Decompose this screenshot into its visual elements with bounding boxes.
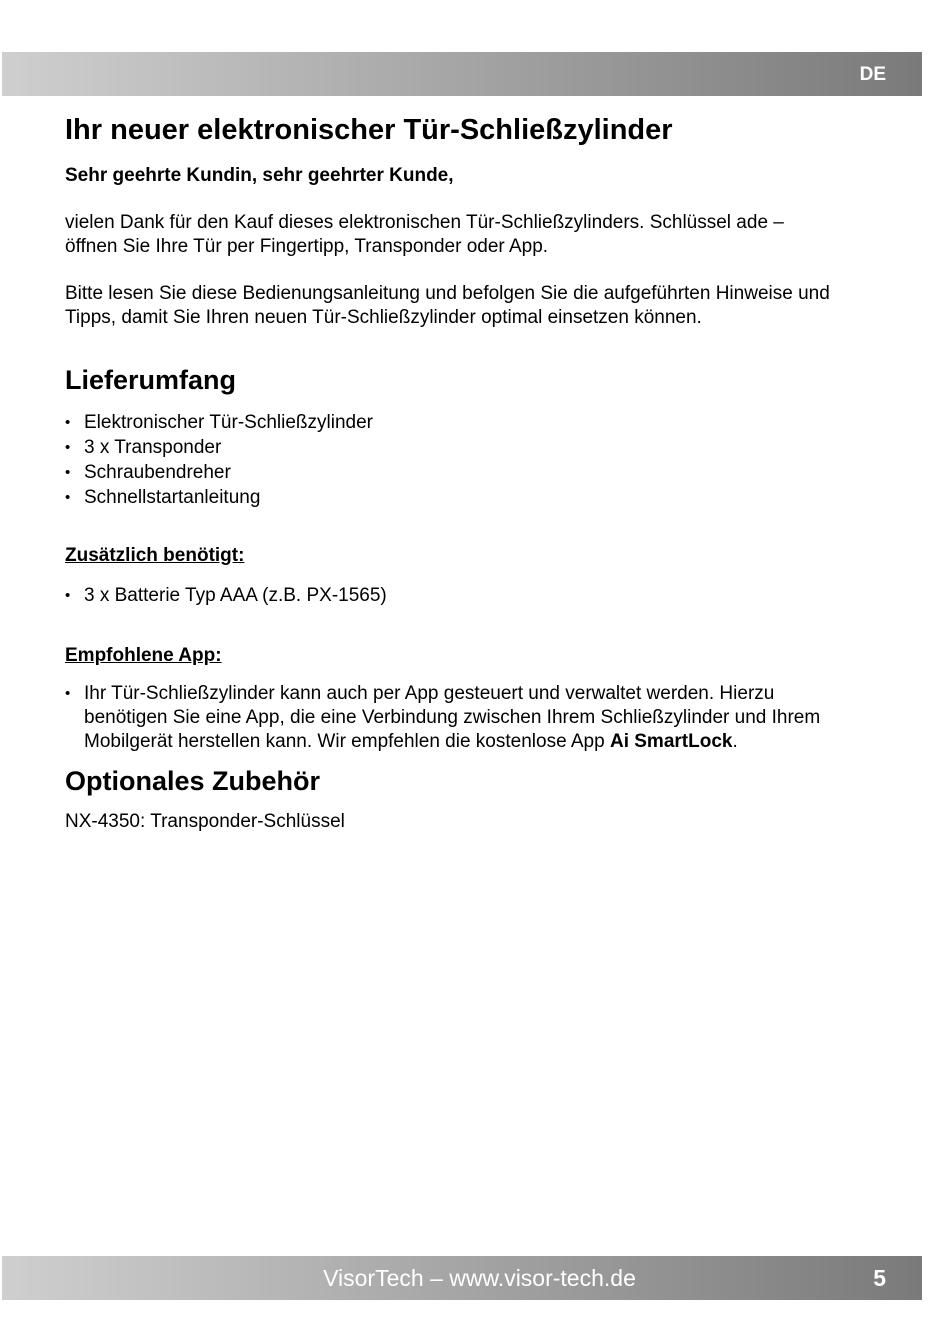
intro-paragraph-1-line-1: vielen Dank für den Kauf dieses elektronischen Tür-Schließzylinders. Schlüssel ade – [65,212,784,233]
greeting: Sehr geehrte Kundin, sehr geehrter Kunde, [65,165,454,186]
list-item: • Schnellstartanleitung [65,485,373,510]
list-item: • 3 x Transponder [65,435,373,460]
header-bar [2,52,922,96]
app-line-1: Ihr Tür-Schließzylinder kann auch per App gesteuert und verwaltet werden. Hierzu [84,683,775,704]
delivery-heading: Lieferumfang [65,365,237,395]
footer-brand: VisorTech – www.visor-tech.de [323,1265,636,1291]
app-recommendation [65,682,895,754]
app-name: Ai SmartLock [609,731,733,752]
required-heading: Zusätzlich benötigt: [65,545,245,566]
app-line-3: Mobilgerät herstellen kann. Wir empfehlen die kostenlose App [84,731,610,752]
optional-heading: Optionales Zubehör [65,766,321,796]
app-heading: Empfohlene App: [65,645,222,666]
intro-paragraph-2 [65,282,830,330]
intro-paragraph-1 [65,211,784,259]
list-item: • 3 x Batterie Typ AAA (z.B. PX-1565) [65,583,387,608]
page-title: Ihr neuer elektronischer Tür-Schließzylinder [65,114,673,146]
app-line-3-end: . [732,731,738,752]
required-list [65,583,387,608]
app-list [65,682,895,754]
delivery-list [65,410,373,510]
list-item: • Elektronischer Tür-Schließzylinder [65,410,373,435]
intro-paragraph-2-line-2: Tipps, damit Sie Ihren neuen Tür-Schließzylinder optimal einsetzen können. [65,307,702,328]
app-line-2: benötigen Sie eine App, die eine Verbindung zwischen Ihrem Schließzylinder und Ihrem [84,707,821,728]
page-number: 5 [873,1265,886,1291]
footer-bar [2,1256,922,1300]
optional-item: NX-4350: Transponder-Schlüssel [65,811,345,832]
language-badge: DE [859,64,886,85]
intro-paragraph-2-line-1: Bitte lesen Sie diese Bedienungsanleitung und befolgen Sie die aufgeführten Hinweise und [65,283,830,304]
list-item: • Schraubendreher [65,460,373,485]
intro-paragraph-1-line-2: öffnen Sie Ihre Tür per Fingertipp, Transponder oder App. [65,236,549,257]
